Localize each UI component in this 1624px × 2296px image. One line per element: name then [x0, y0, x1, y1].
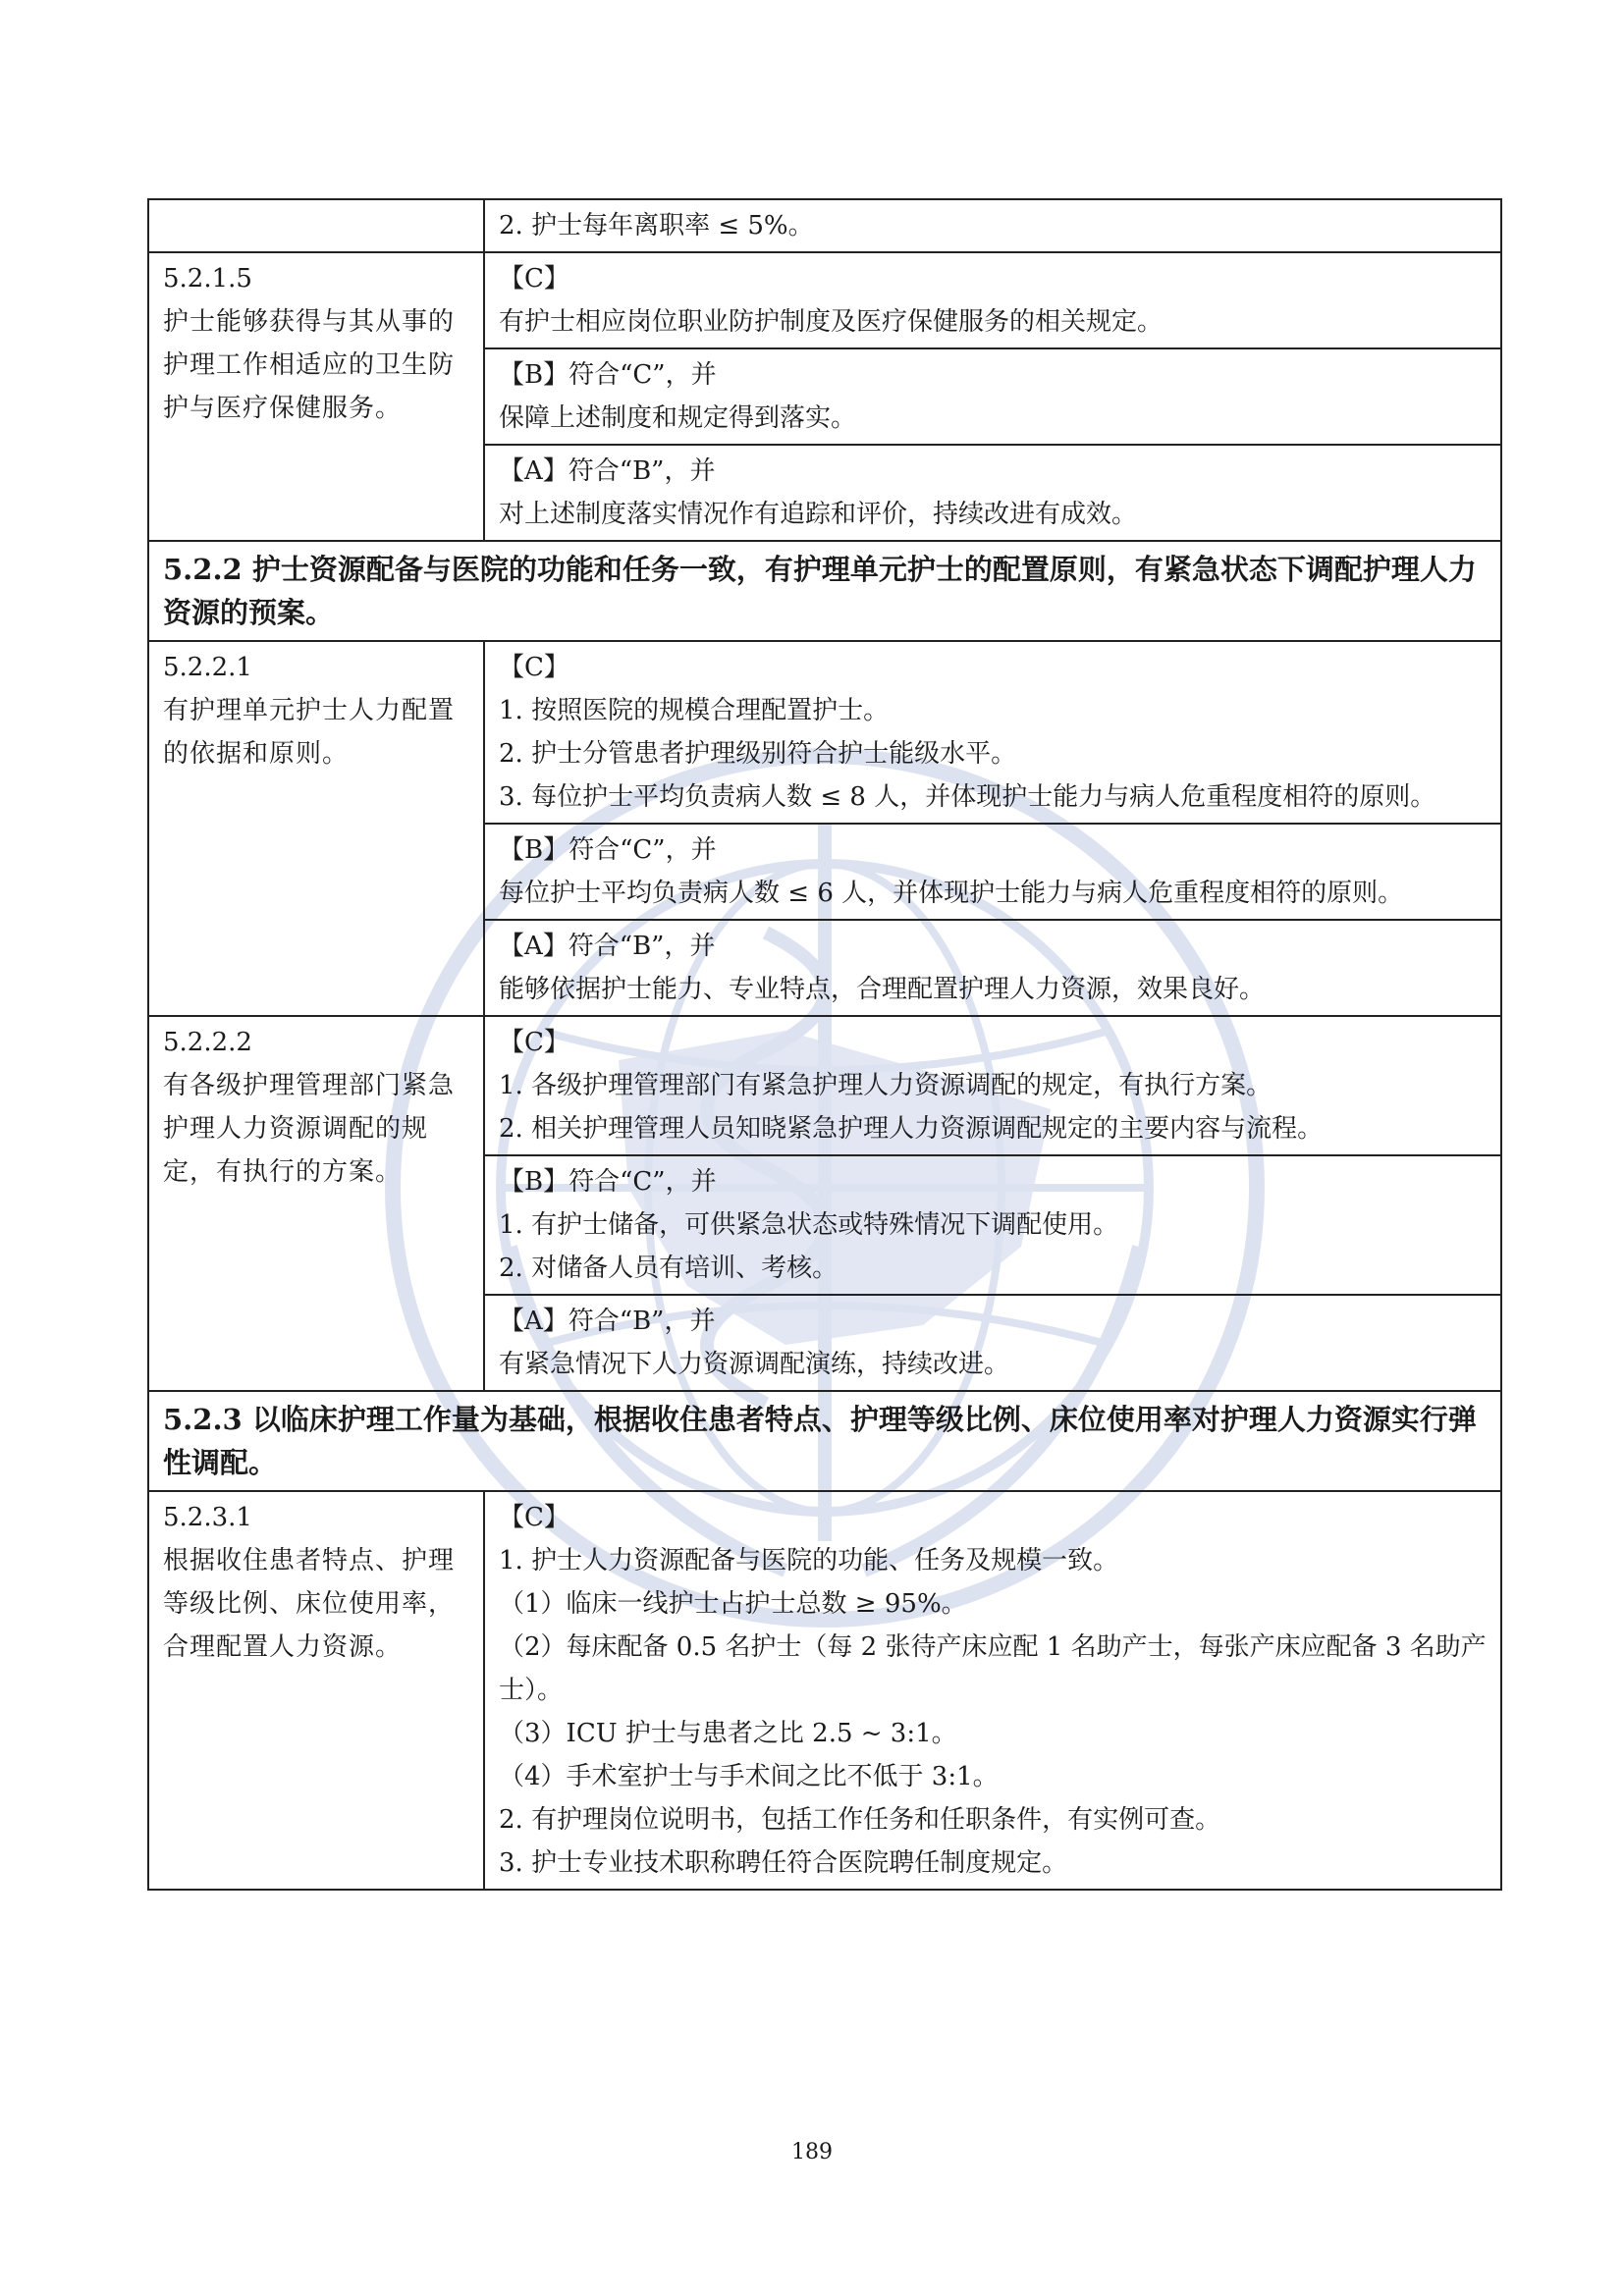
- criteria-line: （3）ICU 护士与患者之比 2.5 ~ 3:1。: [499, 1719, 957, 1748]
- criteria-line: 1. 按照医院的规模合理配置护士。: [499, 696, 890, 725]
- criteria-line: 2. 护士分管患者护理级别符合护士能级水平。: [499, 739, 1017, 769]
- item-number: 5.2.2.1: [163, 653, 252, 682]
- criteria-level-a: [484, 920, 1501, 1016]
- criteria-line: 每位护士平均负责病人数 ≤ 6 人，并体现护士能力与病人危重程度相符的原则。: [499, 879, 1404, 908]
- criteria-line: 1. 有护士储备，可供紧急状态或特殊情况下调配使用。: [499, 1210, 1119, 1240]
- item-cell-5-2-2-1: [148, 641, 484, 1016]
- criteria-line: 保障上述制度和规定得到落实。: [499, 403, 857, 433]
- criteria-line: 【A】符合“B”，并: [499, 456, 716, 486]
- criteria-line: 【B】符合“C”，并: [499, 1167, 717, 1197]
- criteria-level-a: [484, 445, 1501, 541]
- item-description: 有护理单元护士人力配置的依据和原则。: [163, 696, 456, 769]
- criteria-line: 3. 每位护士平均负责病人数 ≤ 8 人，并体现护士能力与病人危重程度相符的原则。: [499, 782, 1436, 812]
- criteria-line: 2. 相关护理管理人员知晓紧急护理人力资源调配规定的主要内容与流程。: [499, 1114, 1324, 1144]
- criteria-level-c: [484, 1491, 1501, 1890]
- criteria-level-c: [484, 641, 1501, 824]
- item-description: 护士能够获得与其从事的护理工作相适应的卫生防护与医疗保健服务。: [163, 307, 456, 423]
- criteria-line: 【C】: [499, 653, 569, 682]
- criteria-line: 【C】: [499, 1503, 569, 1532]
- criteria-line: 2. 有护理岗位说明书，包括工作任务和任职条件，有实例可查。: [499, 1805, 1221, 1835]
- criteria-level-b: [484, 348, 1501, 445]
- item-description: 根据收住患者特点、护理等级比例、床位使用率，合理配置人力资源。: [163, 1546, 456, 1662]
- item-cell-5-2-3-1: [148, 1491, 484, 1890]
- page-number: 189: [791, 2140, 833, 2164]
- criteria-line: 能够依据护士能力、专业特点，合理配置护理人力资源，效果良好。: [499, 975, 1266, 1004]
- item-number: 5.2.2.2: [163, 1028, 252, 1057]
- item-description: 有各级护理管理部门紧急护理人力资源调配的规定，有执行的方案。: [163, 1071, 456, 1187]
- criteria-level-c: [484, 1016, 1501, 1155]
- criteria-line: 对上述制度落实情况作有追踪和评价，持续改进有成效。: [499, 500, 1138, 529]
- criteria-line: 【B】符合“C”，并: [499, 835, 717, 865]
- criteria-level-c: [484, 252, 1501, 348]
- criteria-line: （1）临床一线护士占护士总数 ≥ 95%。: [499, 1589, 967, 1619]
- criteria-line: 【A】符合“B”，并: [499, 1307, 716, 1336]
- item-number: 5.2.1.5: [163, 264, 252, 294]
- criteria-cell-continued: [484, 199, 1501, 252]
- criteria-line: 1. 各级护理管理部门有紧急护理人力资源调配的规定，有执行方案。: [499, 1071, 1272, 1100]
- criteria-line: 有护士相应岗位职业防护制度及医疗保健服务的相关规定。: [499, 307, 1164, 337]
- item-number: 5.2.3.1: [163, 1503, 252, 1532]
- criteria-line: （4）手术室护士与手术间之比不低于 3:1。: [499, 1762, 999, 1791]
- criteria-line: 【B】符合“C”，并: [499, 360, 717, 390]
- item-cell-5-2-2-2: [148, 1016, 484, 1391]
- criteria-line: 【C】: [499, 264, 569, 294]
- standards-table: [147, 198, 1502, 1891]
- criteria-line: 2. 护士每年离职率 ≤ 5%。: [499, 211, 814, 240]
- criteria-line: 【C】: [499, 1028, 569, 1057]
- section-heading-5-2-3: 5.2.3 以临床护理工作量为基础，根据收住患者特点、护理等级比例、床位使用率对护理人力资源实行弹性调配。: [148, 1391, 1501, 1491]
- item-cell-empty: [148, 199, 484, 252]
- criteria-line: 3. 护士专业技术职称聘任符合医院聘任制度规定。: [499, 1848, 1068, 1878]
- section-heading-5-2-2: 5.2.2 护士资源配备与医院的功能和任务一致，有护理单元护士的配置原则，有紧急状态下调配护理人力资源的预案。: [148, 541, 1501, 641]
- criteria-level-a: [484, 1295, 1501, 1391]
- criteria-line: 1. 护士人力资源配备与医院的功能、任务及规模一致。: [499, 1546, 1119, 1575]
- criteria-line: 有紧急情况下人力资源调配演练，持续改进。: [499, 1350, 1010, 1379]
- criteria-line: （2）每床配备 0.5 名护士（每 2 张待产床应配 1 名助产士，每张产床应配备 3 名助产士）。: [499, 1632, 1487, 1705]
- item-cell-5-2-1-5: [148, 252, 484, 541]
- criteria-level-b: [484, 1155, 1501, 1295]
- criteria-line: 2. 对储备人员有培训、考核。: [499, 1254, 839, 1283]
- criteria-line: 【A】符合“B”，并: [499, 932, 716, 961]
- criteria-level-b: [484, 824, 1501, 920]
